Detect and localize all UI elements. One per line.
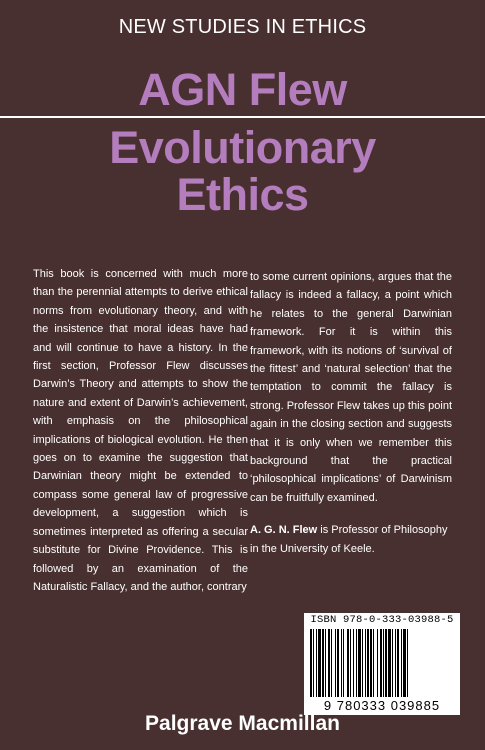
author-bio-name: A. G. N. Flew xyxy=(250,524,318,537)
isbn-label: ISBN 978-0-333-03988-5 xyxy=(310,614,454,626)
barcode-bar xyxy=(350,629,351,697)
barcode-bar xyxy=(388,629,391,697)
barcode-bar xyxy=(383,629,384,697)
barcode-bar xyxy=(395,629,396,697)
barcode-bar xyxy=(403,629,406,697)
barcode-bar xyxy=(385,629,387,697)
blurb-left-column xyxy=(33,265,248,596)
barcode-bar xyxy=(380,629,382,697)
series-title: NEW STUDIES IN ETHICS xyxy=(118,16,367,38)
barcode-bar xyxy=(337,629,339,697)
blurb-right-column xyxy=(250,268,452,558)
blurb-paragraph-right: to some current opinions, argues that the fallacy is indeed a fallacy, a point which he relates to the general Darwinian framework. For it is within this framework, with its notions of ‘survival of the fittest’ and ‘natural selection’ that the temptation to commit the fallacy is strong. Professor Flew takes up this point again in the closing section and suggests that it is only when we remember this background that the practical ‘philosophical implications’ of Darwinism can be fruitfully examined. xyxy=(250,271,452,504)
barcode-bar xyxy=(328,629,330,697)
barcode-bar xyxy=(335,629,336,697)
barcode-bar xyxy=(310,629,312,697)
barcode-bar xyxy=(392,629,393,697)
barcode-bar xyxy=(318,629,321,697)
barcode-bar xyxy=(313,629,314,697)
barcode-bar xyxy=(377,629,378,697)
book-title xyxy=(0,124,485,218)
barcode-bar xyxy=(343,629,344,697)
book-title-line-2: Ethics xyxy=(176,169,309,220)
divider-rule xyxy=(0,116,485,118)
barcode-bar xyxy=(316,629,317,697)
author-bio xyxy=(250,521,452,558)
ean-number: 9 780333 039885 xyxy=(323,698,441,713)
barcode-bar xyxy=(370,629,372,697)
barcode-bar xyxy=(401,629,402,697)
barcode-bar xyxy=(347,629,349,697)
author-bio-text: is Professor of Philosophy in the University of Keele. xyxy=(250,524,448,555)
barcode-bar xyxy=(325,629,326,697)
book-title-line-1: Evolutionary xyxy=(109,122,376,173)
barcode-bar xyxy=(373,629,374,697)
barcode-bar xyxy=(341,629,342,697)
barcode-box xyxy=(304,613,460,715)
barcode-bar xyxy=(397,629,399,697)
barcode-icon xyxy=(310,629,454,697)
barcode-bar xyxy=(362,629,363,697)
author-name: AGN Flew xyxy=(138,64,347,115)
barcode-bar xyxy=(331,629,332,697)
barcode-bar xyxy=(322,629,324,697)
blurb-paragraph-left: This book is concerned with much more than the perennial attempts to derive ethical norms from evolutionary theory, and with the insistence that moral ideas have had and will continue to have a history. In the first section, Professor Flew discusses Darwin’s Theory and attempts to show the nature and extent of Darwin’s achievement, with emphasis on the philosophical implications of biological evolution. He then goes on to examine the suggestion that Darwinian theory might be extended to compass some general law of progressive development, a suggestion which is sometimes interpreted as offering a secular substitute for Divine Providence. This is followed by an examination of the Naturalistic Fallacy, and the author, contrary xyxy=(33,268,248,593)
barcode-bar xyxy=(367,629,369,697)
barcode-bar xyxy=(365,629,366,697)
barcode-bar xyxy=(407,629,408,697)
barcode-bar xyxy=(358,629,361,697)
barcode-bar xyxy=(356,629,357,697)
barcode-bar xyxy=(353,629,354,697)
publisher-name: Palgrave Macmillan xyxy=(145,712,340,735)
